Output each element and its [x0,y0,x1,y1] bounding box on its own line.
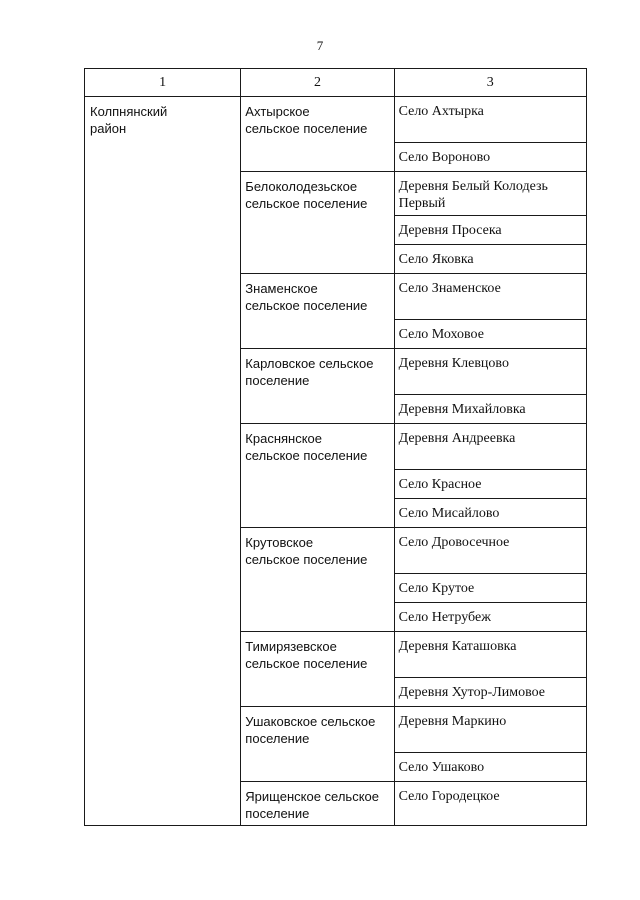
village-cell: Село Крутое [394,574,586,603]
village-cell: Село Красное [394,470,586,499]
district-cell [85,97,241,826]
village-cell: Село Ахтырка [394,97,586,143]
settlement-cell [241,528,394,632]
village-cell: Село Мисайлово [394,499,586,528]
district-name-line: Колпнянский [90,104,168,119]
settlement-cell [241,274,394,349]
village-cell: Деревня Клевцово [394,349,586,395]
column-header: 2 [241,69,394,97]
village-cell: Деревня Михайловка [394,395,586,424]
district-name-line: район [90,121,127,136]
settlement-name-line: сельское поселение [245,448,368,463]
settlement-cell [241,349,394,424]
village-cell: Деревня Просека [394,216,586,245]
settlement-name-line: Ахтырское [245,104,310,119]
village-cell: Село Дровосечное [394,528,586,574]
settlement-name-line: Карловское сельское [245,356,374,371]
settlement-name-line: сельское поселение [245,121,368,136]
settlement-cell [241,632,394,707]
table-row [85,97,587,143]
settlement-name-line: сельское поселение [245,656,368,671]
village-cell: Село Моховое [394,320,586,349]
header-row [85,69,587,97]
settlement-name-line: Ушаковское сельское [245,714,376,729]
settlements-table [84,68,587,826]
column-header: 3 [394,69,586,97]
village-cell: Село Городецкое [394,782,586,826]
settlement-cell [241,97,394,172]
village-cell: Деревня Хутор-Лимовое [394,678,586,707]
settlement-name-line: сельское поселение [245,298,368,313]
settlement-cell [241,707,394,782]
column-header: 1 [85,69,241,97]
settlement-name-line: поселение [245,731,310,746]
village-cell: Село Вороново [394,143,586,172]
village-cell: Село Знаменское [394,274,586,320]
settlement-cell [241,782,394,826]
settlement-cell [241,424,394,528]
village-cell: Деревня Маркино [394,707,586,753]
settlement-cell [241,172,394,274]
settlement-name-line: Ярищенское сельское [245,789,379,804]
village-cell: Деревня Андреевка [394,424,586,470]
settlement-name-line: Тимирязевское [245,639,337,654]
village-cell: Село Ушаково [394,753,586,782]
page-number: 7 [316,38,324,53]
settlement-name-line: поселение [245,806,310,821]
village-cell: Село Нетрубеж [394,603,586,632]
village-cell: Село Яковка [394,245,586,274]
settlement-name-line: сельское поселение [245,196,368,211]
settlement-name-line: Знаменское [245,281,318,296]
settlement-name-line: Крутовское [245,535,314,550]
village-cell: Деревня Белый Колодезь Первый [394,172,586,216]
settlement-name-line: поселение [245,373,310,388]
settlement-name-line: Краснянское [245,431,323,446]
settlement-name-line: сельское поселение [245,552,368,567]
settlement-name-line: Белоколодезьское [245,179,358,194]
village-cell: Деревня Каташовка [394,632,586,678]
